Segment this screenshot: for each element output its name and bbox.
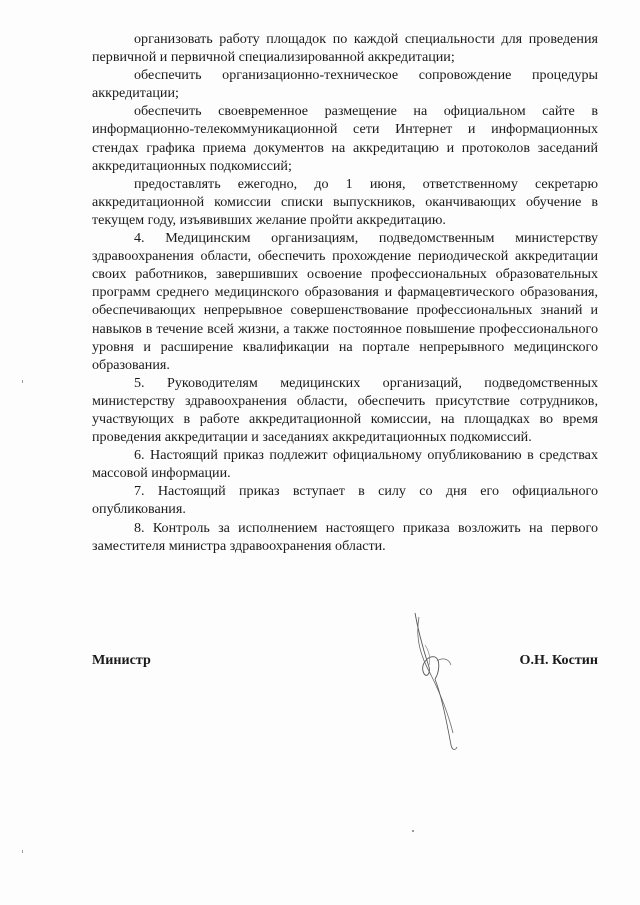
scan-speck <box>22 380 23 383</box>
paragraph-graduate-lists: предоставлять ежегодно, до 1 июня, ответственному секретарю аккредитационной комиссии списки выпускников, оканчивающих обучение в текущем году, изъявивших желание пройти аккредитацию. <box>92 175 598 228</box>
signatory-title: Министр <box>92 652 151 668</box>
scan-speck <box>22 850 23 853</box>
paragraph-technical-support: обеспечить организационно-техническое сопровождение процедуры аккредитации; <box>92 67 598 102</box>
paragraph-item-5: 5. Руководителям медицинских организаций, подведомственных министерству здравоохранения области, обеспечить присутствие сотрудников, участвующих в работе аккредитационной комиссии, на площадках во время проведения аккредитации и заседаниях аккредитационных подкомиссий. <box>92 374 598 446</box>
paragraph-item-7: 7. Настоящий приказ вступает в силу со дня его официального опубликования. <box>92 483 598 518</box>
paragraph-organize-sites: организовать работу площадок по каждой специальности для проведения первичной и первичной специализированной аккредитации; <box>92 31 598 66</box>
paragraph-item-4: 4. Медицинским организациям, подведомственным министерству здравоохранения области, обеспечить прохождение периодической аккредитации своих работников, завершивших освоение профессиональных образовательных программ среднего медицинского образования и фармацевтического образования, обеспечивающих непрерывное совершенствование профессиональных знаний и навыков в течение всей жизни, а также постоянное повышение профессионального уровня и расширение квалификации на портале непрерывного медицинского образования. <box>92 230 598 373</box>
paragraph-item-6: 6. Настоящий приказ подлежит официальному опубликованию в средствах массовой информации. <box>92 447 598 482</box>
signatory-name: О.Н. Костин <box>519 652 598 668</box>
document-body <box>92 30 598 555</box>
paragraph-item-8: 8. Контроль за исполнением настоящего приказа возложить на первого заместителя министра здравоохранения области. <box>92 519 598 554</box>
handwritten-signature <box>395 605 470 755</box>
signature-block <box>92 652 598 674</box>
scan-speck <box>412 830 414 832</box>
paragraph-publish-schedule: обеспечить своевременное размещение на официальном сайте в информационно-телекоммуникационной сети Интернет и информационных стендах графика приема документов на аккредитацию и протоколов заседаний аккредитационных подкомиссий; <box>92 103 598 174</box>
